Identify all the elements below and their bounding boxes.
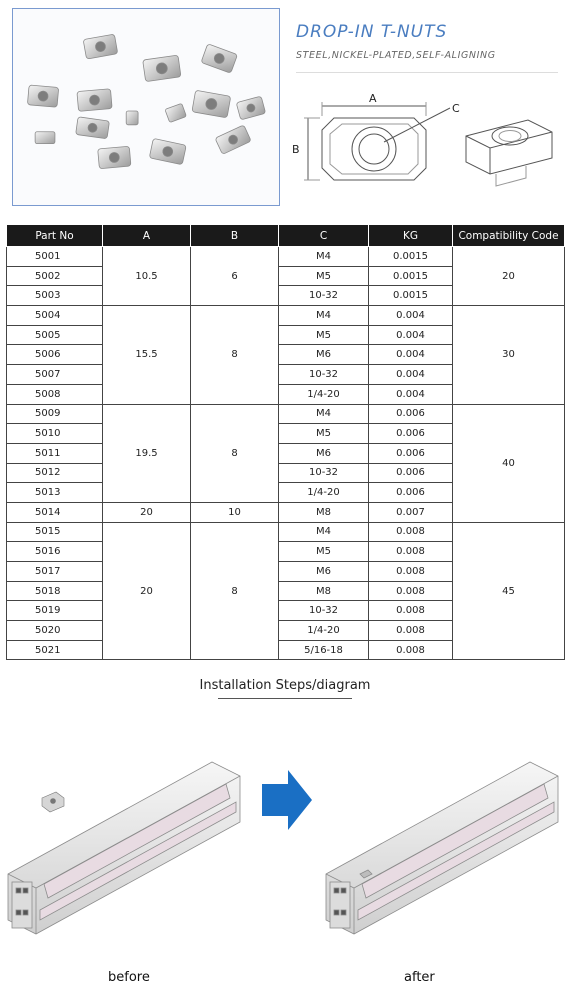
title-divider xyxy=(296,72,558,73)
before-label: before xyxy=(108,970,150,985)
thread-size-cell: 10-32 xyxy=(279,365,369,385)
after-label: after xyxy=(404,970,435,985)
thread-size-cell: M8 xyxy=(279,581,369,601)
thread-size-cell: M4 xyxy=(279,306,369,326)
dimension-label-c: C xyxy=(452,102,460,115)
weight-cell: 0.008 xyxy=(369,562,453,582)
part-no-cell: 5014 xyxy=(7,502,103,522)
thread-size-cell: 1/4-20 xyxy=(279,621,369,641)
thread-size-cell: M5 xyxy=(279,266,369,286)
t-nut-loose xyxy=(42,792,64,812)
weight-cell: 0.004 xyxy=(369,384,453,404)
weight-cell: 0.008 xyxy=(369,581,453,601)
arrow-icon xyxy=(262,770,312,830)
t-nuts-photo xyxy=(13,9,279,205)
header-c: C xyxy=(279,225,369,247)
table-row xyxy=(7,404,565,424)
weight-cell: 0.008 xyxy=(369,621,453,641)
thread-size-cell: M8 xyxy=(279,502,369,522)
part-no-cell: 5011 xyxy=(7,443,103,463)
weight-cell: 0.006 xyxy=(369,424,453,444)
header-compatibility-code: Compatibility Code xyxy=(453,225,565,247)
weight-cell: 0.006 xyxy=(369,483,453,503)
dimension-a-cell: 10.5 xyxy=(103,247,191,306)
part-no-cell: 5021 xyxy=(7,640,103,660)
spec-table xyxy=(6,224,565,660)
dimension-label-a: A xyxy=(369,92,377,105)
page-title: DROP-IN T-NUTS xyxy=(296,22,448,42)
part-no-cell: 5010 xyxy=(7,424,103,444)
weight-cell: 0.006 xyxy=(369,404,453,424)
weight-cell: 0.008 xyxy=(369,601,453,621)
thread-size-cell: 10-32 xyxy=(279,463,369,483)
dimension-b-cell: 8 xyxy=(191,306,279,404)
thread-size-cell: 1/4-20 xyxy=(279,384,369,404)
product-photo xyxy=(12,8,280,206)
thread-size-cell: M5 xyxy=(279,325,369,345)
part-no-cell: 5005 xyxy=(7,325,103,345)
weight-cell: 0.0015 xyxy=(369,247,453,267)
part-no-cell: 5001 xyxy=(7,247,103,267)
thread-size-cell: 1/4-20 xyxy=(279,483,369,503)
part-no-cell: 5013 xyxy=(7,483,103,503)
table-row xyxy=(7,306,565,326)
part-no-cell: 5019 xyxy=(7,601,103,621)
install-diagram xyxy=(0,706,570,956)
install-title-underline xyxy=(218,698,352,699)
header-kg: KG xyxy=(369,225,453,247)
weight-cell: 0.007 xyxy=(369,502,453,522)
dimension-b-cell: 8 xyxy=(191,522,279,660)
profile-before xyxy=(8,762,240,934)
compatibility-code-cell: 20 xyxy=(453,247,565,306)
thread-size-cell: M4 xyxy=(279,522,369,542)
compatibility-code-cell: 40 xyxy=(453,404,565,522)
dimension-a-cell: 15.5 xyxy=(103,306,191,404)
weight-cell: 0.004 xyxy=(369,306,453,326)
dimension-a-cell: 19.5 xyxy=(103,404,191,502)
part-no-cell: 5002 xyxy=(7,266,103,286)
weight-cell: 0.0015 xyxy=(369,286,453,306)
dimension-b-cell: 10 xyxy=(191,502,279,522)
dimension-diagram xyxy=(290,86,560,206)
thread-size-cell: M6 xyxy=(279,345,369,365)
weight-cell: 0.008 xyxy=(369,522,453,542)
compatibility-code-cell: 30 xyxy=(453,306,565,404)
table-row xyxy=(7,522,565,542)
table-row xyxy=(7,247,565,267)
install-title: Installation Steps/diagram xyxy=(199,678,371,693)
dimension-a-cell: 20 xyxy=(103,502,191,522)
weight-cell: 0.004 xyxy=(369,345,453,365)
weight-cell: 0.006 xyxy=(369,443,453,463)
part-no-cell: 5020 xyxy=(7,621,103,641)
part-no-cell: 5006 xyxy=(7,345,103,365)
thread-size-cell: M5 xyxy=(279,542,369,562)
table-header-row xyxy=(7,225,565,247)
thread-size-cell: M4 xyxy=(279,247,369,267)
part-no-cell: 5009 xyxy=(7,404,103,424)
header-a: A xyxy=(103,225,191,247)
dimension-b-cell: 8 xyxy=(191,404,279,502)
weight-cell: 0.0015 xyxy=(369,266,453,286)
thread-size-cell: M6 xyxy=(279,562,369,582)
header-part-no: Part No xyxy=(7,225,103,247)
weight-cell: 0.006 xyxy=(369,463,453,483)
weight-cell: 0.004 xyxy=(369,365,453,385)
part-no-cell: 5003 xyxy=(7,286,103,306)
part-no-cell: 5015 xyxy=(7,522,103,542)
page-subtitle: STEEL,NICKEL-PLATED,SELF-ALIGNING xyxy=(296,50,496,61)
part-no-cell: 5018 xyxy=(7,581,103,601)
thread-size-cell: 5/16-18 xyxy=(279,640,369,660)
part-no-cell: 5008 xyxy=(7,384,103,404)
thread-size-cell: 10-32 xyxy=(279,601,369,621)
dimension-label-b: B xyxy=(292,143,300,156)
part-no-cell: 5012 xyxy=(7,463,103,483)
compatibility-code-cell: 45 xyxy=(453,522,565,660)
part-no-cell: 5017 xyxy=(7,562,103,582)
weight-cell: 0.008 xyxy=(369,542,453,562)
thread-size-cell: M5 xyxy=(279,424,369,444)
weight-cell: 0.004 xyxy=(369,325,453,345)
dimension-b-cell: 6 xyxy=(191,247,279,306)
thread-size-cell: M4 xyxy=(279,404,369,424)
dimension-a-cell: 20 xyxy=(103,522,191,660)
part-no-cell: 5016 xyxy=(7,542,103,562)
weight-cell: 0.008 xyxy=(369,640,453,660)
profile-after xyxy=(326,762,558,934)
thread-size-cell: 10-32 xyxy=(279,286,369,306)
part-no-cell: 5007 xyxy=(7,365,103,385)
header-b: B xyxy=(191,225,279,247)
thread-size-cell: M6 xyxy=(279,443,369,463)
part-no-cell: 5004 xyxy=(7,306,103,326)
table-body xyxy=(7,247,565,660)
